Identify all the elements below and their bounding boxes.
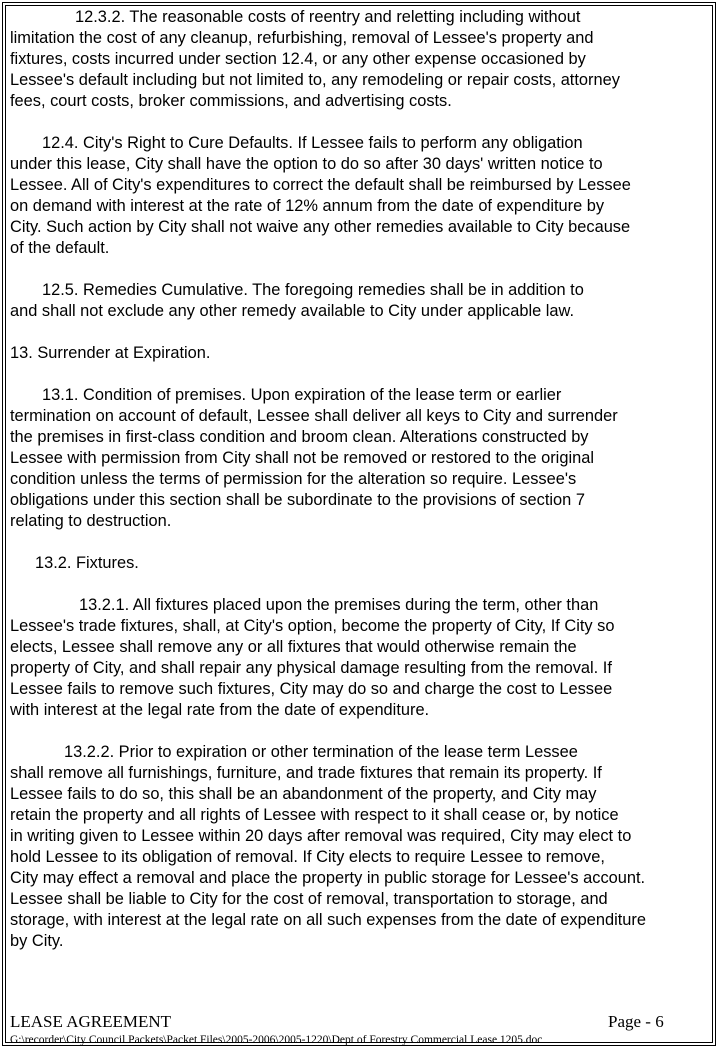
text-line: limitation the cost of any cleanup, refurbishing, removal of Lessee's property and <box>10 29 594 47</box>
text-line: Lessee. All of City's expenditures to correct the default shall be reimbursed by Lessee <box>10 176 631 194</box>
text-line: 12.3.2. The reasonable costs of reentry and reletting including without <box>75 8 581 26</box>
text-line: by City. <box>10 932 64 950</box>
section-heading: 13.2. Fixtures. <box>35 554 139 572</box>
text-line: property of City, and shall repair any physical damage resulting from the removal. If <box>10 659 612 677</box>
section-13-1 <box>10 385 720 532</box>
text-line: retain the property and all rights of Lessee with respect to it shall cease or, by notice <box>10 806 619 824</box>
section-12-3-2 <box>10 7 720 112</box>
text-line: Lessee fails to do so, this shall be an abandonment of the property, and City may <box>10 785 597 803</box>
text-line: storage, with interest at the legal rate on all such expenses from the date of expenditure <box>10 911 646 929</box>
text-line: elects, Lessee shall remove any or all fixtures that would otherwise remain the <box>10 638 577 656</box>
document-page <box>2 2 716 1046</box>
text-line: Lessee shall be liable to City for the cost of removal, transportation to storage, and <box>10 890 608 908</box>
text-line: relating to destruction. <box>10 512 172 530</box>
text-line: 13.2.1. All fixtures placed upon the premises during the term, other than <box>79 596 599 614</box>
text-line: on demand with interest at the rate of 12% annum from the date of expenditure by <box>10 197 605 215</box>
text-line: Lessee's trade fixtures, shall, at City's option, become the property of City, If City so <box>10 617 615 635</box>
text-line: termination on account of default, Lessee shall deliver all keys to City and surrender <box>10 407 618 425</box>
text-line: obligations under this section shall be subordinate to the provisions of section 7 <box>10 491 585 509</box>
text-line: Lessee fails to remove such fixtures, City may do so and charge the cost to Lessee <box>10 680 613 698</box>
text-line: 13.1. Condition of premises. Upon expiration of the lease term or earlier <box>42 386 562 404</box>
text-line: fees, court costs, broker commissions, and advertising costs. <box>10 92 452 110</box>
text-line: 13.2.2. Prior to expiration or other termination of the lease term Lessee <box>64 743 578 761</box>
section-13-2-heading <box>10 553 720 574</box>
text-line: hold Lessee to its obligation of removal. If City elects to require Lessee to remove, <box>10 848 605 866</box>
section-13-2-1 <box>10 595 720 721</box>
section-13-heading <box>10 343 720 364</box>
text-line: Lessee with permission from City shall not be removed or restored to the original <box>10 449 594 467</box>
text-line: Lessee's default including but not limited to, any remodeling or repair costs, attorney <box>10 71 620 89</box>
text-line: under this lease, City shall have the option to do so after 30 days' written notice to <box>10 155 603 173</box>
document-body <box>10 7 720 973</box>
section-12-4 <box>10 133 720 259</box>
text-line: in writing given to Lessee within 20 days after removal was required, City may elect to <box>10 827 632 845</box>
section-12-5 <box>10 280 720 322</box>
text-line: the premises in first-class condition and broom clean. Alterations constructed by <box>10 428 589 446</box>
text-line: 12.4. City's Right to Cure Defaults. If Lessee fails to perform any obligation <box>42 134 583 152</box>
text-line: City may effect a removal and place the property in public storage for Lessee's account. <box>10 869 646 887</box>
text-line: and shall not exclude any other remedy available to City under applicable law. <box>10 302 574 320</box>
section-heading: 13. Surrender at Expiration. <box>10 344 211 362</box>
footer-page-number: Page - 6 <box>608 1012 664 1031</box>
footer-file-path: G:\recorder\City Council Packets\Packet Files\2005-2006\2005-1220\Dept of Forestry Commercial Lease 1205.doc <box>10 1034 543 1046</box>
section-13-2-2 <box>10 742 720 952</box>
text-line: shall remove all furnishings, furniture, and trade fixtures that remain its property. If <box>10 764 602 782</box>
text-line: City. Such action by City shall not waive any other remedies available to City because <box>10 218 631 236</box>
text-line: with interest at the legal rate from the date of expenditure. <box>10 701 430 719</box>
text-line: 12.5. Remedies Cumulative. The foregoing remedies shall be in addition to <box>42 281 584 299</box>
footer-document-title: LEASE AGREEMENT <box>10 1012 172 1031</box>
text-line: condition unless the terms of permission for the alteration so require. Lessee's <box>10 470 577 488</box>
text-line: of the default. <box>10 239 110 257</box>
text-line: fixtures, costs incurred under section 12.4, or any other expense occasioned by <box>10 50 586 68</box>
